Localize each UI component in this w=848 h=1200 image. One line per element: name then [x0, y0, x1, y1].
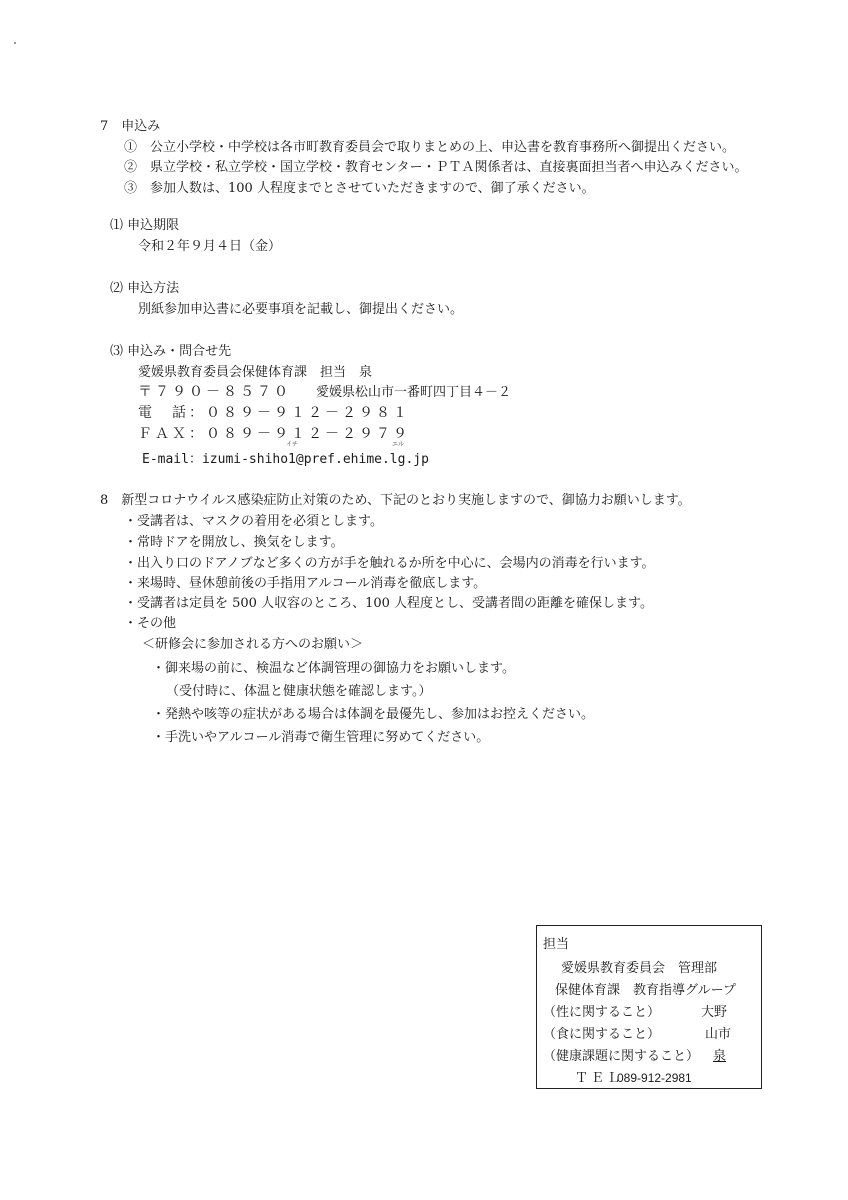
- box-topic-1: （性に関すること）: [543, 1005, 661, 1020]
- contact-postal: 〒７９０－８５７０: [138, 384, 291, 400]
- contact-email: E-mail：izumi-shiho1@pref.ehime.lg.jp: [142, 452, 429, 467]
- contact-org: 愛媛県教育委員会保健体育課 担当 泉: [138, 365, 373, 380]
- section8-item-5: ・受講者は定員を 500 人収容のところ、100 人程度とし、受講者間の距離を確保します。: [124, 596, 653, 611]
- section7-item-1: ① 公立小学校・中学校は各市町教育委員会で取りまとめの上、申込書を教育事務所へ御提出ください。: [124, 140, 736, 155]
- method-value: 別紙参加申込書に必要事項を記載し、御提出ください。: [138, 302, 464, 317]
- method-label: ⑵ 申込方法: [110, 281, 180, 296]
- contact-box: [536, 925, 762, 1089]
- section7-heading: 7 申込み: [100, 119, 161, 134]
- contact-label: ⑶ 申込み・問合せ先: [110, 344, 232, 359]
- section7-item-2: ② 県立学校・私立学校・国立学校・教育センター・ＰＴＡ関係者は、直接裏面担当者へ申込みください。: [124, 160, 748, 175]
- scan-mark: [14, 42, 16, 44]
- box-name-3: 泉: [713, 1049, 727, 1064]
- request-1-note: （受付時に、体温と健康状態を確認します。）: [166, 684, 432, 699]
- section8-item-4: ・来場時、昼休憩前後の手指用アルコール消毒を徹底します。: [124, 576, 487, 591]
- section8-heading: 8 新型コロナウイルス感染症防止対策のため、下記のとおり実施しますので、御協力お願いします。: [100, 493, 691, 508]
- contact-tel: 電 話：０８９－９１２－２９８１: [138, 405, 410, 421]
- box-name-1: 大野: [701, 1005, 728, 1020]
- request-title: ＜研修会に参加される方へのお願い＞: [142, 637, 364, 652]
- box-topic-3: （健康課題に関すること）: [543, 1049, 700, 1064]
- request-1: ・御来場の前に、検温など体調管理の御協力をお願いします。: [152, 661, 515, 676]
- box-division: 保健体育課 教育指導グループ: [555, 983, 736, 998]
- contact-fax: ＦＡＸ：０８９－９１２－２９７９: [138, 426, 410, 442]
- section8-item-2: ・常時ドアを開放し、換気をします。: [124, 535, 344, 550]
- box-dept: 愛媛県教育委員会 管理部: [561, 961, 718, 976]
- box-tel-number: 089-912-2981: [617, 1071, 692, 1085]
- ruby-ichi: イチ: [286, 441, 299, 448]
- request-3: ・手洗いやアルコール消毒で衛生管理に努めてください。: [152, 730, 490, 745]
- box-topic-2: （食に関すること）: [543, 1027, 661, 1042]
- section8-item-1: ・受講者は、マスクの着用を必須とします。: [124, 514, 383, 529]
- request-2: ・発熱や咳等の症状がある場合は体調を最優先し、参加はお控えください。: [152, 707, 595, 722]
- ruby-eru: エル: [392, 441, 405, 448]
- contact-address: 愛媛県松山市一番町四丁目４－２: [316, 385, 512, 400]
- section8-item-6: ・その他: [124, 616, 177, 631]
- deadline-value: 令和２年９月４日（金）: [138, 239, 282, 254]
- section7-item-3: ③ 参加人数は、100 人程度までとさせていただきますので、御了承ください。: [124, 181, 595, 196]
- box-tel-label: ＴＥＬ: [575, 1071, 624, 1086]
- box-name-2: 山市: [705, 1027, 732, 1042]
- box-title: 担当: [543, 937, 570, 952]
- deadline-label: ⑴ 申込期限: [110, 218, 180, 233]
- section8-item-3: ・出入り口のドアノブなど多くの方が手を触れるか所を中心に、会場内の消毒を行います。: [124, 556, 655, 571]
